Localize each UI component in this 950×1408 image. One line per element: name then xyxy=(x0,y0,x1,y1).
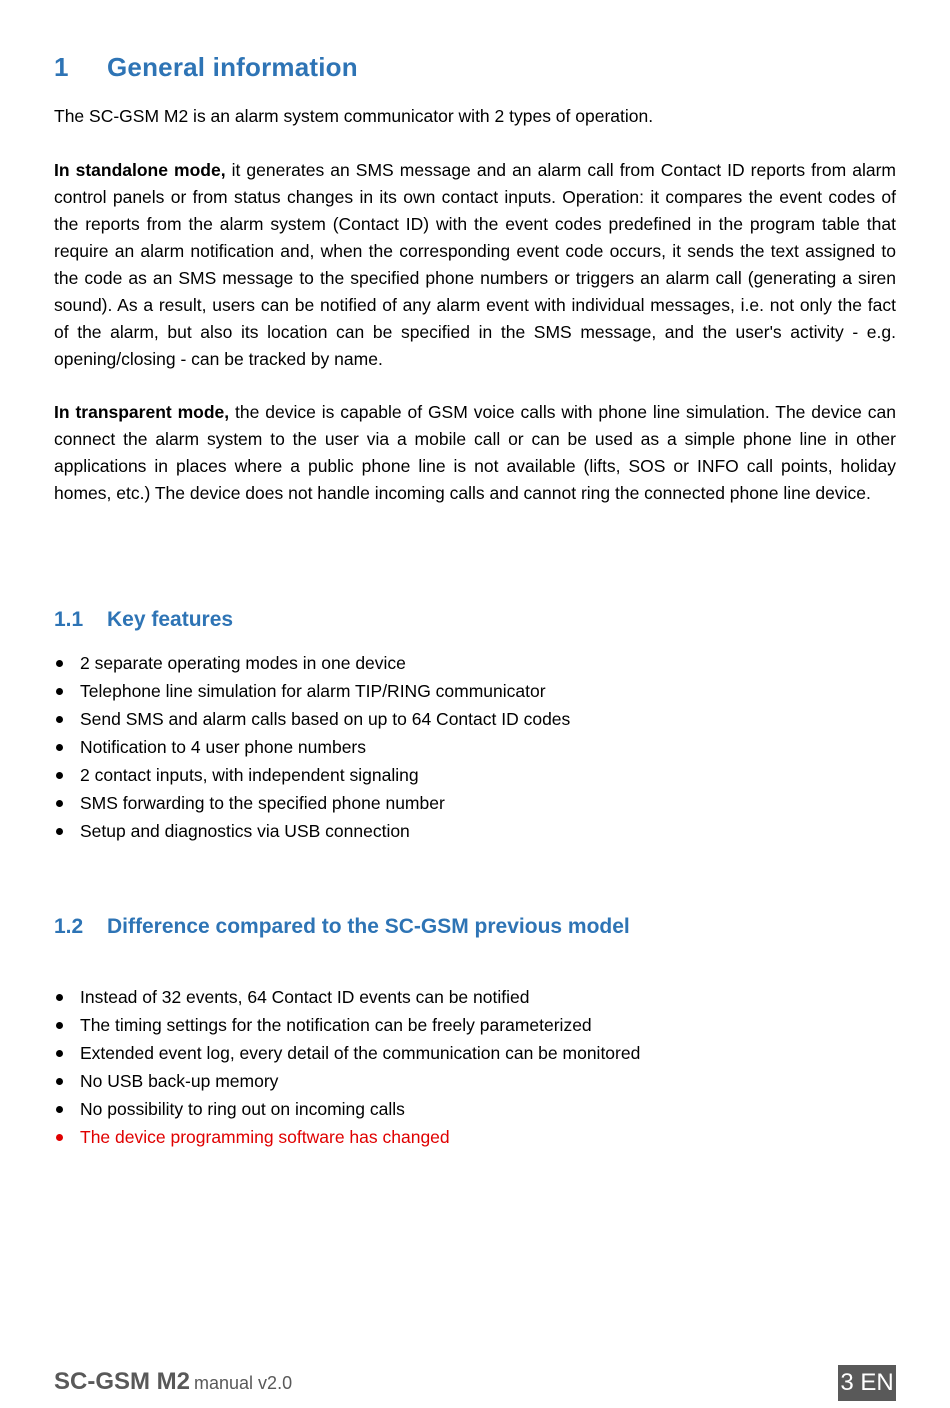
list-item xyxy=(54,1011,640,1039)
section-number: 1.2 xyxy=(54,915,84,938)
section-number: 1 xyxy=(54,52,69,82)
standalone-text: it generates an SMS message and an alarm call from Contact ID reports from alarm control panels or from status changes in its own contact inputs. Operation: it compares the event codes of the reports from the alarm system (Contact ID) with the event codes predefined in the program table that require an alarm notification and, when the corresponding event code occurs, it sends the text assigned to the code as an SMS message to the specified phone numbers or triggers an alarm call (generating a siren sound). As a result, users can be notified of any alarm event with individual messages, i.e. not only the fact of the alarm, but also its location can be specified in the SMS message, and the user's activity - e.g. opening/closing - can be tracked by name. xyxy=(54,160,896,369)
list-item xyxy=(54,677,570,705)
list-item xyxy=(54,733,570,761)
standalone-lead: In standalone mode, xyxy=(54,160,226,180)
footer-subtitle: manual v2.0 xyxy=(194,1373,293,1393)
bullet-icon xyxy=(56,1106,63,1113)
section-heading-key-features xyxy=(54,608,233,632)
bullet-icon xyxy=(56,772,63,779)
list-item-text: Notification to 4 user phone numbers xyxy=(80,737,366,757)
bullet-icon xyxy=(56,1078,63,1085)
section-title: General information xyxy=(107,52,358,82)
list-item xyxy=(54,705,570,733)
bullet-icon xyxy=(56,744,63,751)
footer-title-text: SC-GSM M2 xyxy=(54,1368,191,1395)
section-title: Difference compared to the SC-GSM previous model xyxy=(107,915,630,938)
bullet-icon xyxy=(56,828,63,835)
section-heading-difference xyxy=(54,915,630,939)
transparent-lead: In transparent mode, xyxy=(54,402,230,422)
bullet-icon xyxy=(56,1022,63,1029)
list-item xyxy=(54,1067,640,1095)
footer-document-title xyxy=(54,1368,292,1396)
bullet-icon xyxy=(56,1134,63,1141)
transparent-text: the device is capable of GSM voice calls with phone line simulation. The device can connect the alarm system to the user via a mobile call or can be used as a simple phone line in other applications in places where a public phone line is not available (lifts, SOS or INFO call points, holiday homes, etc.) The device does not handle incoming calls and cannot ring the connected phone line device. xyxy=(54,402,896,503)
list-item xyxy=(54,983,640,1011)
list-item xyxy=(54,1095,640,1123)
bullet-icon xyxy=(56,800,63,807)
intro-paragraph: The SC-GSM M2 is an alarm system communicator with 2 types of operation. xyxy=(54,106,654,126)
section-title: Key features xyxy=(107,608,234,631)
list-item xyxy=(54,761,570,789)
list-item-text: 2 contact inputs, with independent signaling xyxy=(80,765,419,785)
list-item-text: 2 separate operating modes in one device xyxy=(80,653,406,673)
list-item-text: The device programming software has changed xyxy=(80,1127,450,1147)
list-item-text: No USB back-up memory xyxy=(80,1071,279,1091)
list-item-text: Instead of 32 events, 64 Contact ID events can be notified xyxy=(80,987,530,1007)
differences-list xyxy=(54,983,640,1151)
list-item xyxy=(54,817,570,845)
standalone-mode-paragraph xyxy=(54,157,896,373)
section-heading-general-information xyxy=(54,52,358,83)
bullet-icon xyxy=(56,716,63,723)
section-number: 1.1 xyxy=(54,608,84,631)
key-features-list xyxy=(54,649,570,845)
page-number-badge: 3 EN xyxy=(838,1365,896,1401)
bullet-icon xyxy=(56,994,63,1001)
list-item xyxy=(54,789,570,817)
list-item-text: SMS forwarding to the specified phone number xyxy=(80,793,445,813)
list-item-text: Send SMS and alarm calls based on up to 64 Contact ID codes xyxy=(80,709,571,729)
list-item xyxy=(54,1039,640,1067)
transparent-mode-paragraph xyxy=(54,399,896,507)
list-item-text: No possibility to ring out on incoming calls xyxy=(80,1099,405,1119)
list-item xyxy=(54,649,570,677)
bullet-icon xyxy=(56,660,63,667)
bullet-icon xyxy=(56,688,63,695)
list-item-text: Extended event log, every detail of the communication can be monitored xyxy=(80,1043,641,1063)
list-item-text: The timing settings for the notification can be freely parameterized xyxy=(80,1015,592,1035)
list-item-highlighted xyxy=(54,1123,640,1151)
list-item-text: Setup and diagnostics via USB connection xyxy=(80,821,410,841)
bullet-icon xyxy=(56,1050,63,1057)
list-item-text: Telephone line simulation for alarm TIP/RING communicator xyxy=(80,681,546,701)
